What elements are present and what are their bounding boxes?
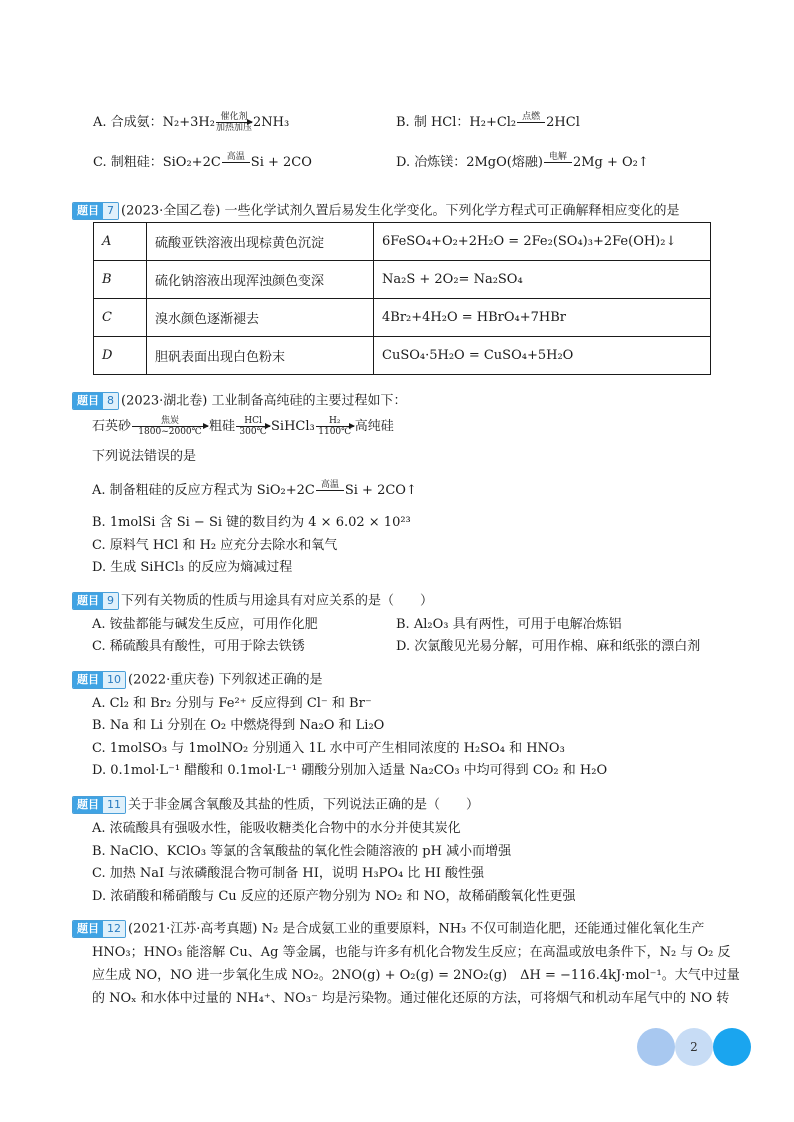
q8-flow: 石英砂 焦炭 1800~2000℃ 粗硅 HCl 300℃ SiHCl₃ $\frac{\text{H₂}}{1100℃}$ 高纯硅: [92, 416, 394, 437]
page-circle-right: [713, 1028, 751, 1066]
q10-option-d: D. 0.1mol·L⁻¹ 醋酸和 0.1mol·L⁻¹ 硼酸分别加入适量 Na₂CO₃ 中均可得到 CO₂ 和 H₂O: [92, 763, 608, 778]
q6-a-arrow: 催化剂 加热加压: [215, 112, 252, 133]
q6-c-arrow: 高温: [222, 152, 250, 173]
page-number: 2: [675, 1028, 713, 1066]
q11-option-d: D. 浓硝酸和稀硝酸与 Cu 反应的还原产物分别为 NO₂ 和 NO，故稀硝酸氧化性更强: [92, 889, 576, 904]
q12-stem-line4: 的 NOₓ 和水体中过量的 NH₄⁺、NO₃⁻ 均是污染物。通过催化还原的方法，可将烟气和机动车尾气中的 NO 转: [92, 991, 730, 1006]
q6-option-c: C. 制粗硅：SiO₂+2C 高温 Si + 2CO: [93, 152, 312, 173]
q8-stem: 题目 8 (2023·湖北卷) 工业制备高纯硅的主要过程如下：: [72, 392, 407, 411]
q10-tag: 题目 10: [72, 671, 126, 689]
table-row: C 溴水颜色逐渐褪去 4Br₂+4H₂O = HBrO₄+7HBr: [94, 299, 711, 337]
table-row: D 胆矾表面出现白色粉末 CuSO₄·5H₂O = CuSO₄+5H₂O: [94, 337, 711, 375]
q6-a-end: 2NH₃: [252, 115, 290, 130]
q10-option-a: A. Cl₂ 和 Br₂ 分别与 Fe²⁺ 反应得到 Cl⁻ 和 Br⁻: [92, 696, 372, 711]
q6-d-arrow: 电解: [544, 152, 572, 173]
q11-option-a: A. 浓硫酸具有强吸水性，能吸收糖类化合物中的水分并使其炭化: [92, 821, 461, 836]
q7-table: [93, 222, 711, 375]
q9-stem: 题目 9 下列有关物质的性质与用途具有对应关系的是（ ）: [72, 592, 433, 611]
page-circle-left: [637, 1028, 675, 1066]
q11-option-b: B. NaClO、KClO₃ 等氯的含氧酸盐的氧化性会随溶液的 pH 减小而增强: [92, 844, 512, 859]
q12-stem-line1: 题目 12 (2021·江苏·高考真题) N₂ 是合成氨工业的重要原料，NH₃ 不仅可制造化肥，还能通过催化氧化生产: [72, 920, 704, 939]
q9-option-c: C. 稀硫酸具有酸性，可用于除去铁锈: [92, 639, 305, 654]
q8-option-a: A. 制备粗硅的反应方程式为 SiO₂+2C 高温 Si + 2CO↑: [92, 480, 417, 498]
q10-option-c: C. 1molSO₃ 与 1molNO₂ 分别通入 1L 水中可产生相同浓度的 H₂SO₄ 和 HNO₃: [92, 741, 565, 756]
q8-option-d: D. 生成 SiHCl₃ 的反应为熵减过程: [92, 560, 293, 575]
q9-option-a: A. 铵盐都能与碱发生反应，可用作化肥: [92, 617, 318, 632]
q6-a-text: A. 合成氨：N₂+3H₂: [93, 115, 215, 130]
q10-stem: 题目 10 (2022·重庆卷) 下列叙述正确的是: [72, 671, 323, 690]
q11-tag: 题目 11: [72, 796, 126, 814]
q8-tag: 题目 8: [72, 392, 119, 410]
q12-stem-line2: HNO₃；HNO₃ 能溶解 Cu、Ag 等金属，也能与许多有机化合物发生反应；在高温或放电条件下，N₂ 与 O₂ 反: [92, 945, 731, 960]
q8-option-c: C. 原料气 HCl 和 H₂ 应充分去除水和氧气: [92, 538, 338, 553]
q9-tag: 题目 9: [72, 592, 119, 610]
q7-stem: 题目 7 (2023·全国乙卷) 一些化学试剂久置后易发生化学变化。下列化学方程式可正确解释相应变化的是: [72, 202, 680, 221]
q12-tag: 题目 12: [72, 920, 126, 938]
q6-option-b: B. 制 HCl：H₂+Cl₂ 点燃 2HCl: [396, 112, 580, 133]
q11-option-c: C. 加热 NaI 与浓磷酸混合物可制备 HI，说明 H₃PO₄ 比 HI 酸性强: [92, 866, 485, 881]
q8-option-b: B. 1molSi 含 Si − Si 键的数目约为 4 × 6.02 × 10²³: [92, 515, 411, 530]
q12-stem-line3: 应生成 NO，NO 进一步氧化生成 NO₂。2NO(g) + O₂(g) = 2NO₂(g) ΔH = −116.4kJ·mol⁻¹。大气中过量: [92, 968, 740, 983]
q6-option-d: D. 冶炼镁：2MgO(熔融) 电解 2Mg + O₂↑: [396, 152, 649, 173]
q10-option-b: B. Na 和 Li 分别在 O₂ 中燃烧得到 Na₂O 和 Li₂O: [92, 718, 385, 733]
page-number-badge: [637, 1028, 751, 1066]
q11-stem: 题目 11 关于非金属含氧酸及其盐的性质，下列说法正确的是（ ）: [72, 796, 479, 815]
q6-option-a: [93, 112, 289, 133]
table-row: A 硫酸亚铁溶液出现棕黄色沉淀 6FeSO₄+O₂+2H₂O = 2Fe₂(SO₄)₃+2Fe(OH)₂↓: [94, 223, 711, 261]
table-row: B 硫化钠溶液出现浑浊颜色变深 Na₂S + 2O₂= Na₂SO₄: [94, 261, 711, 299]
q9-option-d: D. 次氯酸见光易分解，可用作棉、麻和纸张的漂白剂: [396, 639, 701, 654]
q8-ask: 下列说法错误的是: [92, 449, 197, 464]
q9-option-b: B. Al₂O₃ 具有两性，可用于电解冶炼铝: [396, 617, 622, 632]
q6-b-arrow: 点燃: [517, 112, 545, 133]
q7-tag: 题目 7: [72, 202, 119, 220]
